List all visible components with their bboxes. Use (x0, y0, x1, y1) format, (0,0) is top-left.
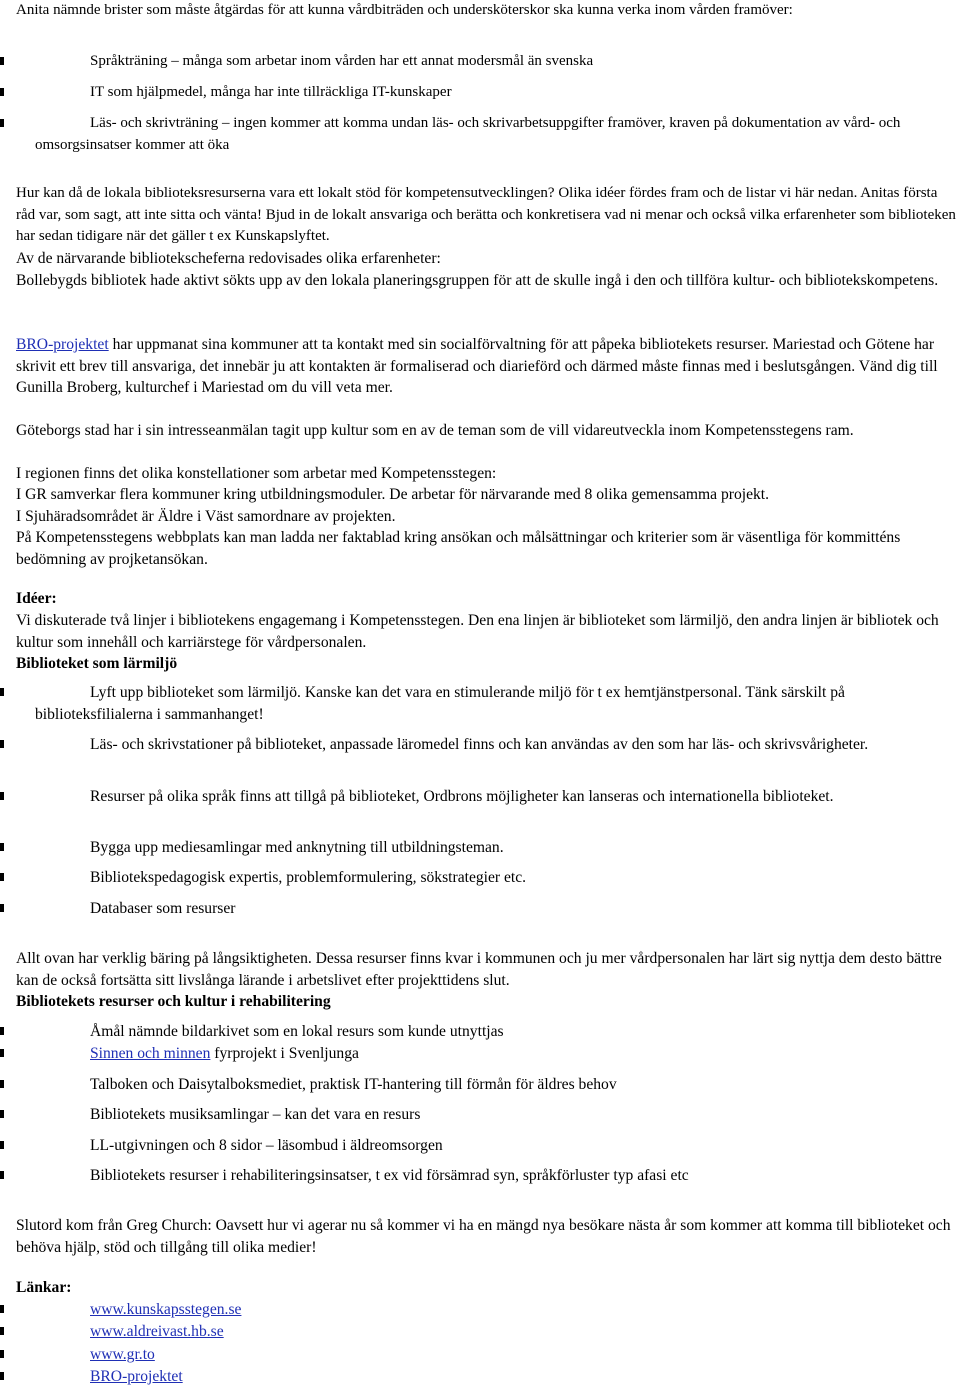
aldreivast-link[interactable]: www.aldreivast.hb.se (90, 1323, 224, 1340)
bullet-icon (0, 843, 4, 851)
list-item-text (0, 1344, 956, 1366)
bullet-icon (0, 792, 4, 800)
list-item-text (0, 1043, 956, 1065)
list-item-text: Läs- och skrivträning – ingen kommer att komma undan läs- och skrivarbetsuppgifter framöver, kraven på dokumentation av vård- och omsorgsinsatser kommer att öka (35, 115, 901, 153)
list-item-text: Lyft upp biblioteket som lärmiljö. Kanske kan det vara en stimulerande miljö för t ex hemtjänstpersonal. Tänk särskilt på biblioteksfilialerna i sammanhanget! (35, 684, 845, 723)
list-item-text: Läs- och skrivstationer på biblioteket, anpassade läromedel finns och kan användas av den som har läs- och skrivsvårigheter. (90, 736, 869, 753)
list-item-text: Åmål nämnde bildarkivet som en lokal resurs som kunde utnyttjas (90, 1023, 504, 1040)
list-item-text: IT som hjälpmedel, många har inte tillräckliga IT-kunskaper (90, 84, 452, 100)
closing-paragraph: Slutord kom från Greg Church: Oavsett hur vi agerar nu så kommer vi ha en mängd nya besökare nästa år som kommer att komma till biblioteket och behöva hjälp, stöd och tillgång till olika medier! (16, 1217, 951, 1256)
intro-paragraph: Anita nämnde brister som måste åtgärdas för att kunna vårdbiträden och undersköterskor ska kunna verka inom vården framöver: (16, 2, 793, 18)
list-item (0, 734, 956, 756)
bullet-icon (0, 1350, 4, 1358)
gr-link[interactable]: www.gr.to (90, 1346, 155, 1363)
list-item-text: Databaser som resurser (90, 900, 236, 917)
list-item (0, 1043, 956, 1065)
list-item (0, 1366, 956, 1388)
list-item (0, 786, 956, 808)
bullet-icon (0, 904, 4, 912)
bro-projektet-link[interactable]: BRO-projektet (16, 336, 109, 353)
bro-paragraph-text: har uppmanat sina kommuner att ta kontakt med sin socialförvaltning för att påpeka bibliotekets resurser. Mariestad och Götene har skrivit ett brev till ansvariga, det innebär ju att kontakten är formaliserad och diarieförd och därmed måste finnas med i beslutsgången. Vänd dig till Gunilla Broberg, kulturchef i Mariestad om du vill veta mer. (16, 336, 938, 396)
list-item (0, 1021, 956, 1043)
list-item (0, 898, 956, 920)
list-item (0, 1135, 956, 1157)
bullet-icon (0, 1372, 4, 1380)
resources-paragraph: Hur kan då de lokala biblioteksresurserna vara ett lokalt stöd för kompetensutvecklingen? Olika idéer fördes fram och de listar vi här nedan. Anitas första råd var, som sagt, att inte sitta och vänta! Bjud in de lokalt ansvariga och berätta och konkretisera vad ni menar och också vilka erfarenheter som biblioteken har sedan tidigare när det gäller t ex Kunskapslyftet. (16, 185, 956, 244)
bullet-icon (0, 57, 4, 65)
list-item-text: Bibliotekspedagogisk expertis, problemformulering, sökstrategier etc. (90, 869, 527, 886)
bullet-icon (0, 740, 4, 748)
bullet-icon (0, 1141, 4, 1149)
learning-environment-heading: Biblioteket som lärmiljö (16, 655, 178, 672)
list-item-text: Talboken och Daisytalboksmediet, praktisk IT-hantering till förmån för äldres behov (90, 1076, 617, 1093)
list-item-text (0, 1321, 956, 1343)
list-item (0, 113, 956, 156)
experiences-intro: Av de närvarande bibliotekscheferna redovisades olika erfarenheter: (16, 250, 441, 267)
ideas-paragraph: Vi diskuterade två linjer i bibliotekens engagemang i Kompetensstegen. Den ena linjen är biblioteket som lärmiljö, den andra linjen är bibliotek och kultur som innehåll och karriärstege för vårdpersonalen. (16, 612, 939, 651)
bullet-icon (0, 688, 4, 696)
bullet-icon (0, 88, 4, 96)
list-item-text: Resurser på olika språk finns att tillgå på biblioteket, Ordbrons möjligheter kan lanseras och internationella biblioteket. (90, 788, 834, 805)
goteborg-line-4: I Sjuhäradsområdet är Äldre i Väst samordnare av projekten. (16, 508, 396, 525)
list-item-text: Språkträning – många som arbetar inom vården har ett annat modersmål än svenska (90, 53, 594, 69)
list-item-text (0, 1366, 956, 1388)
goteborg-line-3: I GR samverkar flera kommuner kring utbildningsmoduler. De arbetar för närvarande med 8 olika gemensamma projekt. (16, 486, 770, 503)
bullet-icon (0, 1080, 4, 1088)
list-item (0, 1299, 956, 1321)
bro-projektet-link[interactable]: BRO-projektet (90, 1368, 183, 1385)
list-item (0, 1165, 956, 1187)
ideas-heading: Idéer: (16, 590, 57, 607)
list-item (0, 867, 956, 889)
goteborg-line-5: På Kompetensstegens webbplats kan man ladda ner faktablad kring ansökan och målsättningar och kriterier som är väsentliga för kommitténs bedömning av projketansökan. (16, 529, 901, 568)
list-item-text (0, 1299, 956, 1321)
kunskapsstegen-link[interactable]: www.kunskapsstegen.se (90, 1301, 242, 1318)
bullet-icon (0, 1305, 4, 1313)
list-item (0, 1344, 956, 1366)
bullet-icon (0, 1171, 4, 1179)
list-item-text: Bygga upp mediesamlingar med anknytning till utbildningsteman. (90, 839, 504, 856)
list-item-rest: fyrprojekt i Svenljunga (210, 1045, 359, 1062)
bullet-icon (0, 1049, 4, 1057)
bullet-icon (0, 1110, 4, 1118)
list-item (0, 82, 956, 104)
long-term-paragraph: Allt ovan har verklig bäring på långsiktigheten. Dessa resurser finns kvar i kommunen och ju mer vårdpersonalen har lärt sig nyttja dem desto bättre kan de också fortsätta sitt livslånga lärande i arbetslivet efter projekttidens slut. (16, 950, 942, 989)
bullet-icon (0, 1027, 4, 1035)
rehab-heading: Bibliotekets resurser och kultur i rehabilitering (16, 993, 331, 1010)
goteborg-line-1: Göteborgs stad har i sin intresseanmälan tagit upp kultur som en av de teman som de vill vidareutveckla inom Kompetensstegens ram. (16, 422, 854, 439)
bullet-icon (0, 1327, 4, 1335)
list-item (0, 682, 956, 725)
list-item-text: LL-utgivningen och 8 sidor – läsombud i äldreomsorgen (90, 1137, 443, 1154)
bullet-icon (0, 119, 4, 127)
list-item (0, 837, 956, 859)
list-item (0, 1321, 956, 1343)
links-heading: Länkar: (16, 1279, 72, 1296)
list-item (0, 1104, 956, 1126)
list-item-text: Bibliotekets resurser i rehabiliteringsinsatser, t ex vid försämrad syn, språkförluster typ afasi etc (90, 1167, 689, 1184)
list-item (0, 1074, 956, 1096)
bullet-icon (0, 873, 4, 881)
list-item (0, 51, 956, 73)
goteborg-line-2: I regionen finns det olika konstellationer som arbetar med Kompetensstegen: (16, 465, 497, 482)
bro-paragraph (16, 334, 956, 399)
sinnen-och-minnen-link[interactable]: Sinnen och minnen (90, 1045, 211, 1062)
bollebygd-paragraph: Bollebygds bibliotek hade aktivt sökts upp av den lokala planeringsgruppen för att de skulle ingå i den och tillföra kultur- och bibliotekskompetens. (16, 272, 939, 289)
list-item-text: Bibliotekets musiksamlingar – kan det vara en resurs (90, 1106, 421, 1123)
